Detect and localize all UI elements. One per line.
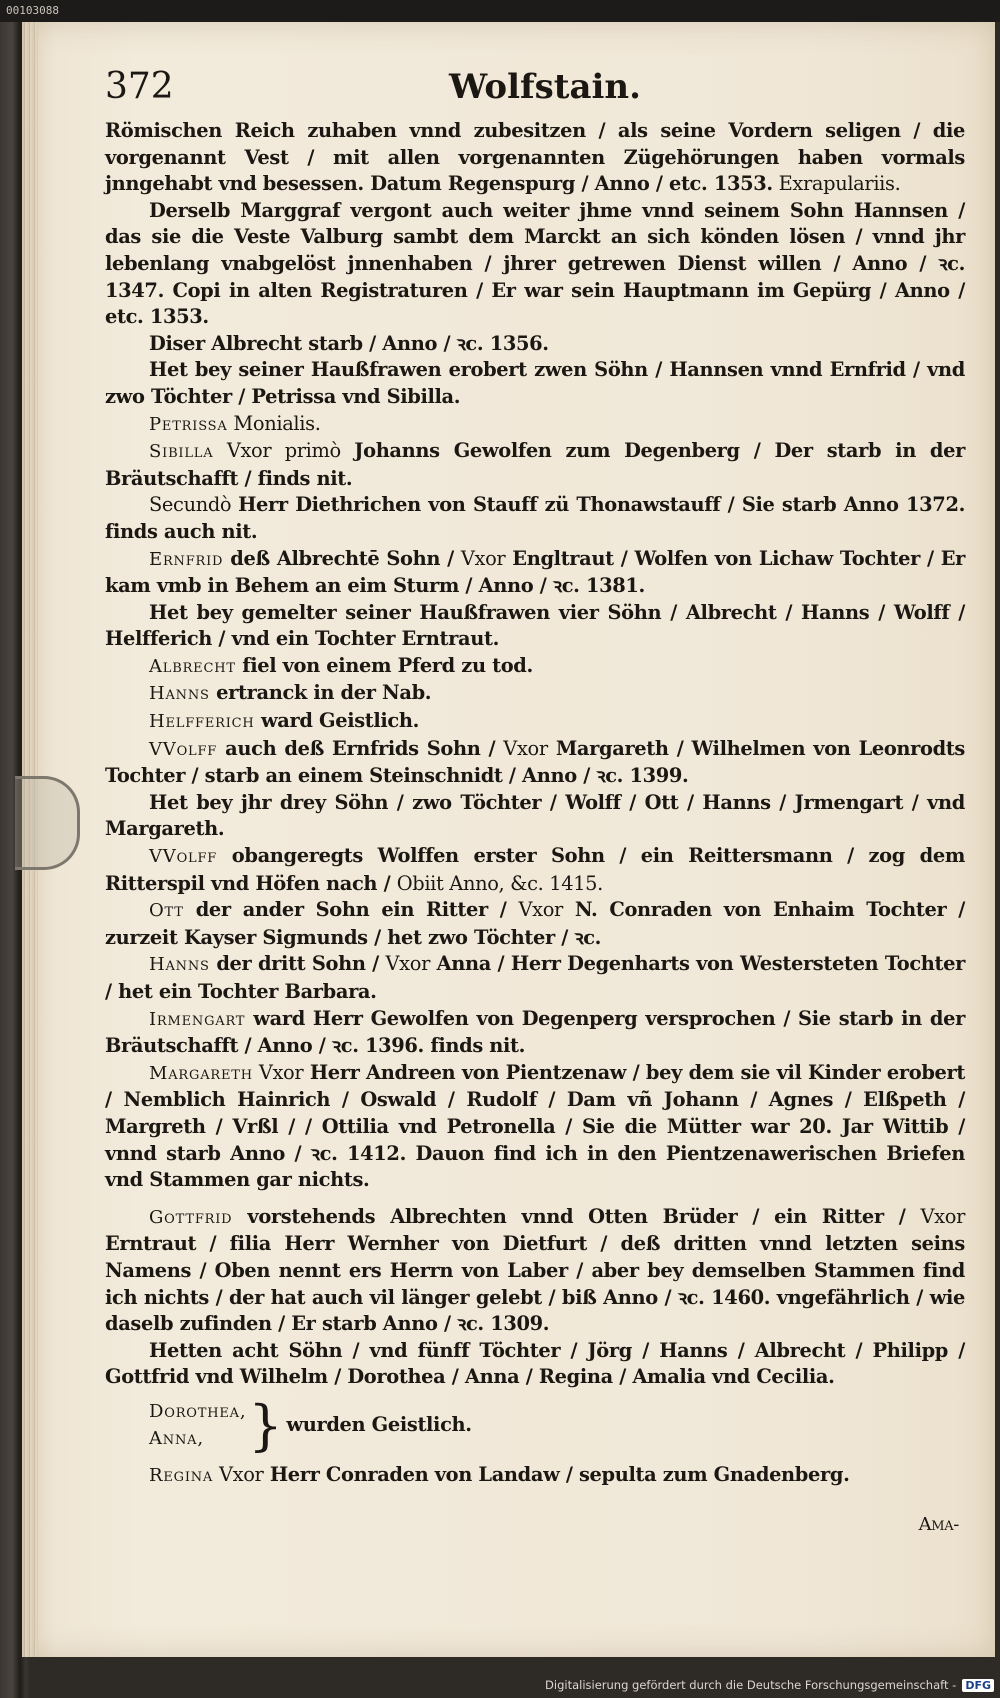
scan-id-label: 00103088: [0, 0, 1000, 22]
funding-footer: [545, 1678, 994, 1692]
person-name: Regina: [149, 1465, 214, 1487]
person-name: Margareth: [149, 1062, 253, 1084]
paragraph: Sibilla Vxor primò Johanns Gewolfen zum Degenberg / Der starb in der Bräutschafft / finds nit.: [105, 439, 965, 490]
paragraph: Het bey gemelter seiner Haußfrawen vier Söhn / Albrecht / Hanns / Wolff / Helfferich / vnd ein Tochter Erntraut.: [105, 600, 965, 651]
brace-group: [149, 1393, 965, 1457]
catchword: Ama-: [918, 1513, 959, 1535]
person-name: Sibilla: [149, 441, 214, 463]
paragraph: Hanns ertranck in der Nab.: [149, 681, 432, 705]
paragraph: Ott der ander Sohn ein Ritter / Vxor N. Conraden von Enhaim Tochter / zurzeit Kayser Sigmunds / het zwo Töchter / ꝛc.: [105, 898, 965, 949]
paragraph: Albrecht fiel von einem Pferd zu tod.: [149, 653, 533, 677]
person-name: VVolff: [149, 846, 218, 868]
page-text: [105, 66, 966, 1538]
person-name: Irmengart: [149, 1008, 246, 1030]
person-name: Gottfrid: [149, 1206, 233, 1228]
paragraph: Regina Vxor Herr Conraden von Landaw / sepulta zum Gnadenberg.: [149, 1463, 850, 1487]
paragraph: Ernfrid deß Albrechtē Sohn / Vxor Engltraut / Wolfen von Lichaw Tochter / Er kam vmb in Behem an eim Sturm / Anno / ꝛc. 1381.: [105, 546, 965, 598]
paragraph: Petrissa Monialis.: [149, 411, 321, 435]
brace-text: wurden Geistlich.: [286, 1413, 472, 1437]
paragraph: Het bey jhr drey Söhn / zwo Töchter / Wolff / Ott / Hanns / Jrmengart / vnd Margareth.: [105, 790, 965, 841]
paragraph: Derselb Marggraf vergont auch weiter jhme vnnd seinem Sohn Hannsen / das sie die Veste Valburg sambt dem Marckt an sich könden lösen / vnnd jhr lebenlang vnabgelöst jnnenhaben / jhrer getrewen Dienst willen / Anno / ꝛc. 1347. Copi in alten Registraturen / Er war sein Hauptmann im Gepürg / Anno / etc. 1353.: [105, 198, 965, 329]
brace-names: [149, 1399, 246, 1452]
person-name: Hanns: [149, 683, 210, 705]
paragraph: Diser Albrecht starb / Anno / ꝛc. 1356.: [149, 331, 549, 355]
paragraph: VVolff auch deß Ernfrids Sohn / Vxor Margareth / Wilhelmen von Leonrodts Tochter / starb an einem Steinschnidt / Anno / ꝛc. 1399.: [105, 736, 965, 788]
person-name: Anna,: [149, 1427, 204, 1449]
paragraph: Hetten acht Söhn / vnd fünff Töchter / Jörg / Hanns / Albrecht / Philipp / Gottfrid vnd Wilhelm / Dorothea / Anna / Regina / Amalia vnd Cecilia.: [105, 1338, 965, 1389]
paragraph: Gottfrid vorstehends Albrechten vnnd Otten Brüder / ein Ritter / Vxor Erntraut / filia Herr Wernher von Dietfurt / deß dritten vnnd letzten seins Namens / Oben nennt ers Herrn von Laber / aber bey demselben Stammen find ich nichts / der hat auch vil länger gelebt / biß Anno / ꝛc. 1460. vngefährlich / wie daselb zufinden / Er starb Anno / ꝛc. 1309.: [105, 1204, 965, 1336]
book-page: [22, 22, 995, 1657]
person-name: Helfferich: [149, 711, 255, 733]
page-number: 372: [105, 66, 174, 107]
funding-text: Digitalisierung gefördert durch die Deutsche Forschungsgemeinschaft -: [545, 1678, 957, 1692]
book-clasp: [15, 776, 80, 870]
paragraph: Het bey seiner Haußfrawen erobert zwen Söhn / Hannsen vnnd Ernfrid / vnd zwo Töchter / Petrissa vnd Sibilla.: [105, 358, 965, 408]
person-name: Ott: [149, 900, 184, 922]
paragraph: Hanns der dritt Sohn / Vxor Anna / Herr Degenharts von Westersteten Tochter / het ein Tochter Barbara.: [105, 952, 965, 1003]
paragraph: Römischen Reich zuhaben vnnd zubesitzen / als seine Vordern seligen / die vorgenannt Vest / mit allen vorgenannten Zügehörungen haben vormals jnngehabt vnd besessen. Datum Regenspurg / Anno / etc. 1353. Exrapulariis.: [105, 119, 965, 196]
paragraph: Secundò Herr Diethrichen von Stauff zü Thonawstauff / Sie starb Anno 1372. finds auch nit.: [105, 493, 965, 543]
person-name: VVolff: [149, 738, 218, 760]
paragraph: Irmengart ward Herr Gewolfen von Degenperg versprochen / Sie starb in der Bräutschafft / Anno / ꝛc. 1396. finds nit.: [105, 1006, 965, 1058]
paragraph: Helfferich ward Geistlich.: [149, 709, 420, 733]
person-name: Albrecht: [149, 655, 236, 677]
page-header: [105, 66, 965, 118]
person-name: Hanns: [149, 954, 210, 976]
person-name: Ernfrid: [149, 548, 224, 570]
dfg-logo: DFG: [962, 1679, 994, 1692]
paragraph: VVolff obangeregts Wolffen erster Sohn / ein Reittersmann / zog dem Ritterspil vnd Höfen nach / Obiit Anno, &c. 1415.: [105, 844, 965, 895]
person-name: Petrissa: [149, 413, 228, 435]
person-name: Dorothea,: [149, 1400, 247, 1422]
curly-brace: }: [248, 1393, 283, 1457]
paragraph: Margareth Vxor Herr Andreen von Pientzenaw / bey dem sie vil Kinder erobert / Nemblich Hainrich / Oswald / Rudolf / Dam vñ Johann / Agnes / Elßpeth / Margreth / Vrßl / / Ottilia vnd Petronella / Sie die Mütter war 20. Jar Wittib / vnnd starb Anno / ꝛc. 1412. Dauon find ich in den Pientzenawerischen Briefen vnd Stammen gar nichts.: [105, 1060, 966, 1192]
page-title: Wolfstain.: [449, 67, 641, 107]
